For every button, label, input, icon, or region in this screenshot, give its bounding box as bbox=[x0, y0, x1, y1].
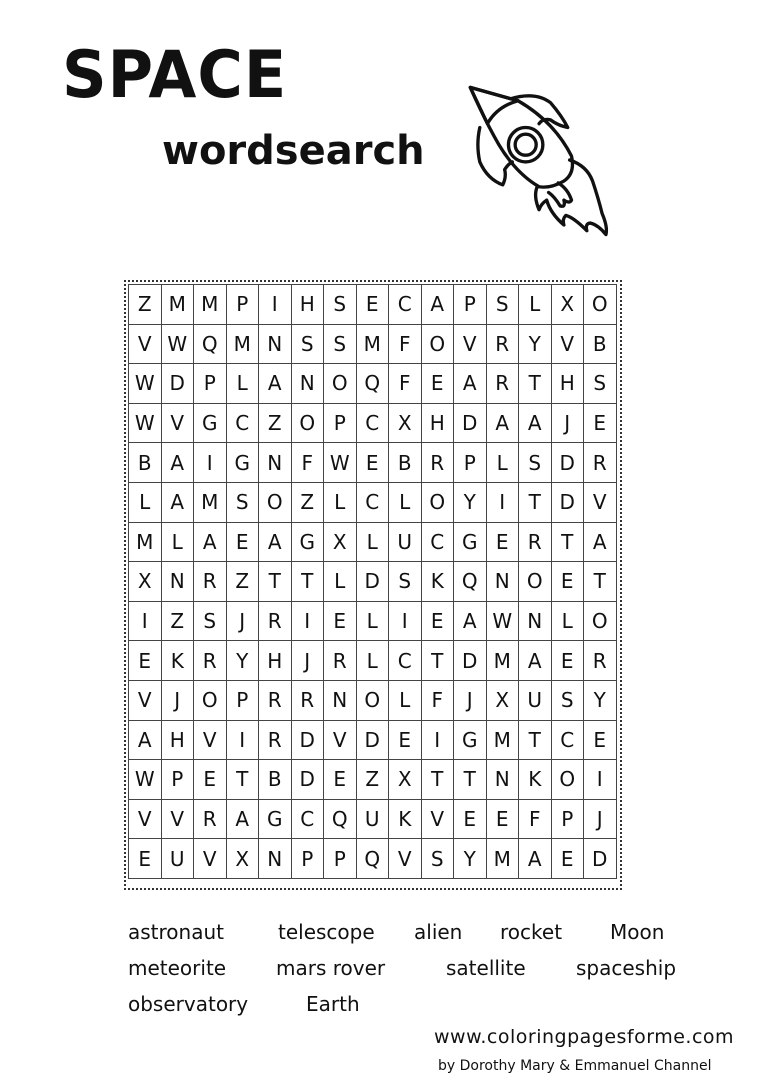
grid-cell[interactable]: A bbox=[584, 522, 617, 562]
grid-cell[interactable]: S bbox=[584, 364, 617, 404]
grid-cell[interactable]: C bbox=[389, 285, 422, 325]
grid-cell[interactable]: P bbox=[454, 285, 487, 325]
grid-cell[interactable]: C bbox=[291, 799, 324, 839]
grid-cell[interactable]: A bbox=[129, 720, 162, 760]
grid-row bbox=[129, 641, 617, 681]
grid-cell[interactable]: N bbox=[259, 324, 292, 364]
grid-cell[interactable]: L bbox=[519, 285, 552, 325]
grid-cell[interactable]: C bbox=[421, 522, 454, 562]
grid-cell[interactable]: U bbox=[519, 680, 552, 720]
grid-cell[interactable]: Z bbox=[226, 562, 259, 602]
grid-cell[interactable]: O bbox=[259, 482, 292, 522]
grid-cell[interactable]: B bbox=[584, 324, 617, 364]
grid-cell[interactable]: G bbox=[454, 720, 487, 760]
grid-cell[interactable]: T bbox=[291, 562, 324, 602]
page-subtitle: wordsearch bbox=[162, 128, 425, 174]
grid-cell[interactable]: W bbox=[129, 364, 162, 404]
grid-cell[interactable]: P bbox=[194, 364, 227, 404]
grid-cell[interactable]: A bbox=[259, 522, 292, 562]
grid-cell[interactable]: T bbox=[519, 720, 552, 760]
grid-cell[interactable]: H bbox=[291, 285, 324, 325]
grid-cell[interactable]: J bbox=[551, 403, 584, 443]
grid-cell[interactable]: G bbox=[454, 522, 487, 562]
grid-cell[interactable]: E bbox=[486, 522, 519, 562]
grid-cell[interactable]: W bbox=[486, 601, 519, 641]
grid-cell[interactable]: R bbox=[194, 799, 227, 839]
grid-cell[interactable]: H bbox=[259, 641, 292, 681]
grid-cell[interactable]: T bbox=[259, 562, 292, 602]
grid-cell[interactable]: Z bbox=[356, 760, 389, 800]
grid-cell[interactable]: P bbox=[324, 403, 357, 443]
grid-cell[interactable]: J bbox=[454, 680, 487, 720]
author-credit: by Dorothy Mary & Emmanuel Channel bbox=[438, 1058, 712, 1074]
grid-cell[interactable]: Y bbox=[519, 324, 552, 364]
grid-cell[interactable]: H bbox=[161, 720, 194, 760]
word-list-row bbox=[128, 992, 688, 1028]
grid-cell[interactable]: L bbox=[324, 482, 357, 522]
grid-cell[interactable]: I bbox=[584, 760, 617, 800]
grid-cell[interactable]: P bbox=[324, 839, 357, 879]
grid-cell[interactable]: M bbox=[356, 324, 389, 364]
grid-cell[interactable]: O bbox=[421, 482, 454, 522]
grid-cell[interactable]: S bbox=[324, 324, 357, 364]
grid-cell[interactable]: J bbox=[161, 680, 194, 720]
grid-cell[interactable]: O bbox=[194, 680, 227, 720]
grid-cell[interactable]: F bbox=[389, 364, 422, 404]
grid-cell[interactable]: V bbox=[551, 324, 584, 364]
grid-cell[interactable]: T bbox=[421, 760, 454, 800]
grid-cell[interactable]: X bbox=[389, 760, 422, 800]
rocket-icon bbox=[458, 74, 622, 246]
grid-row bbox=[129, 443, 617, 483]
grid-cell[interactable]: E bbox=[551, 562, 584, 602]
grid-cell[interactable]: B bbox=[389, 443, 422, 483]
grid-cell[interactable]: Y bbox=[454, 482, 487, 522]
grid-cell[interactable]: V bbox=[129, 324, 162, 364]
grid-cell[interactable]: I bbox=[259, 285, 292, 325]
grid-cell[interactable]: L bbox=[356, 601, 389, 641]
grid-cell[interactable]: N bbox=[486, 562, 519, 602]
grid-cell[interactable]: K bbox=[389, 799, 422, 839]
grid-row bbox=[129, 680, 617, 720]
page-title: SPACE bbox=[62, 36, 288, 113]
website-link[interactable]: www.coloringpagesforme.com bbox=[434, 1026, 735, 1048]
grid-cell[interactable]: L bbox=[356, 522, 389, 562]
grid-cell[interactable]: L bbox=[324, 562, 357, 602]
grid-cell[interactable]: R bbox=[486, 364, 519, 404]
grid-cell[interactable]: Q bbox=[454, 562, 487, 602]
grid-cell[interactable]: R bbox=[519, 522, 552, 562]
grid-cell[interactable]: W bbox=[129, 403, 162, 443]
grid-cell[interactable]: A bbox=[226, 799, 259, 839]
grid-cell[interactable]: Z bbox=[291, 482, 324, 522]
word-item: astronaut bbox=[128, 920, 224, 944]
grid-cell[interactable]: R bbox=[324, 641, 357, 681]
grid-cell[interactable]: M bbox=[194, 285, 227, 325]
grid-row bbox=[129, 403, 617, 443]
grid-cell[interactable]: N bbox=[486, 760, 519, 800]
word-item: alien bbox=[414, 920, 463, 944]
grid-row bbox=[129, 839, 617, 879]
grid-cell[interactable]: Q bbox=[324, 799, 357, 839]
grid-cell[interactable]: I bbox=[129, 601, 162, 641]
grid-cell[interactable]: E bbox=[486, 799, 519, 839]
grid-row bbox=[129, 285, 617, 325]
grid-cell[interactable]: R bbox=[584, 641, 617, 681]
grid-cell[interactable]: E bbox=[421, 601, 454, 641]
grid-cell[interactable]: S bbox=[324, 285, 357, 325]
grid-cell[interactable]: O bbox=[519, 562, 552, 602]
grid-cell[interactable]: T bbox=[519, 482, 552, 522]
grid-cell[interactable]: D bbox=[291, 760, 324, 800]
grid-cell[interactable]: U bbox=[161, 839, 194, 879]
grid-cell[interactable]: Z bbox=[161, 601, 194, 641]
grid-cell[interactable]: S bbox=[291, 324, 324, 364]
grid-cell[interactable]: E bbox=[356, 285, 389, 325]
grid-cell[interactable]: Y bbox=[454, 839, 487, 879]
grid-cell[interactable]: N bbox=[291, 364, 324, 404]
grid-cell[interactable]: E bbox=[356, 443, 389, 483]
grid-cell[interactable]: V bbox=[161, 403, 194, 443]
grid-cell[interactable]: S bbox=[519, 443, 552, 483]
grid-cell[interactable]: R bbox=[259, 601, 292, 641]
grid-cell[interactable]: S bbox=[421, 839, 454, 879]
wordsearch-grid-frame bbox=[124, 280, 622, 890]
grid-cell[interactable]: D bbox=[356, 720, 389, 760]
grid-cell[interactable]: M bbox=[194, 482, 227, 522]
grid-cell[interactable]: R bbox=[194, 641, 227, 681]
grid-cell[interactable]: J bbox=[584, 799, 617, 839]
grid-row bbox=[129, 799, 617, 839]
grid-cell[interactable]: Q bbox=[194, 324, 227, 364]
grid-cell[interactable]: E bbox=[584, 403, 617, 443]
grid-cell[interactable]: V bbox=[324, 720, 357, 760]
grid-cell[interactable]: I bbox=[291, 601, 324, 641]
grid-cell[interactable]: E bbox=[324, 601, 357, 641]
grid-cell[interactable]: L bbox=[389, 482, 422, 522]
grid-cell[interactable]: R bbox=[259, 680, 292, 720]
word-item: Earth bbox=[306, 992, 360, 1016]
word-item: telescope bbox=[278, 920, 375, 944]
grid-cell[interactable]: T bbox=[584, 562, 617, 602]
grid-cell[interactable]: L bbox=[161, 522, 194, 562]
word-item: satellite bbox=[446, 956, 526, 980]
grid-cell[interactable]: B bbox=[259, 760, 292, 800]
grid-cell[interactable]: Y bbox=[584, 680, 617, 720]
grid-cell[interactable]: Y bbox=[226, 641, 259, 681]
grid-cell[interactable]: S bbox=[486, 285, 519, 325]
grid-cell[interactable]: E bbox=[194, 760, 227, 800]
grid-cell[interactable]: L bbox=[129, 482, 162, 522]
grid-cell[interactable]: X bbox=[324, 522, 357, 562]
grid-cell[interactable]: G bbox=[291, 522, 324, 562]
grid-row bbox=[129, 522, 617, 562]
grid-cell[interactable]: N bbox=[259, 443, 292, 483]
grid-cell[interactable]: R bbox=[259, 720, 292, 760]
grid-cell[interactable]: I bbox=[421, 720, 454, 760]
grid-cell[interactable]: S bbox=[194, 601, 227, 641]
grid-cell[interactable]: E bbox=[551, 839, 584, 879]
grid-cell[interactable]: S bbox=[389, 562, 422, 602]
grid-cell[interactable]: M bbox=[486, 641, 519, 681]
grid-cell[interactable]: P bbox=[454, 443, 487, 483]
grid-cell[interactable]: K bbox=[421, 562, 454, 602]
grid-cell[interactable]: B bbox=[129, 443, 162, 483]
grid-row bbox=[129, 482, 617, 522]
grid-cell[interactable]: O bbox=[324, 364, 357, 404]
grid-cell[interactable]: E bbox=[129, 839, 162, 879]
grid-row bbox=[129, 562, 617, 602]
grid-cell[interactable]: D bbox=[356, 562, 389, 602]
word-item: spaceship bbox=[576, 956, 677, 980]
grid-cell[interactable]: Z bbox=[129, 285, 162, 325]
grid-cell[interactable]: E bbox=[551, 641, 584, 681]
grid-row bbox=[129, 324, 617, 364]
grid-cell[interactable]: V bbox=[194, 839, 227, 879]
grid-cell[interactable]: F bbox=[421, 680, 454, 720]
grid-cell[interactable]: E bbox=[129, 641, 162, 681]
grid-cell[interactable]: D bbox=[454, 641, 487, 681]
grid-cell[interactable]: O bbox=[291, 403, 324, 443]
grid-cell[interactable]: C bbox=[356, 482, 389, 522]
grid-cell[interactable]: I bbox=[486, 482, 519, 522]
grid-cell[interactable]: X bbox=[226, 839, 259, 879]
grid-cell[interactable]: D bbox=[454, 403, 487, 443]
grid-cell[interactable]: V bbox=[584, 482, 617, 522]
grid-cell[interactable]: E bbox=[389, 720, 422, 760]
grid-cell[interactable]: Q bbox=[356, 839, 389, 879]
grid-cell[interactable]: A bbox=[421, 285, 454, 325]
grid-cell[interactable]: A bbox=[161, 443, 194, 483]
grid-cell[interactable]: V bbox=[161, 799, 194, 839]
grid-cell[interactable]: K bbox=[161, 641, 194, 681]
grid-cell[interactable]: C bbox=[226, 403, 259, 443]
grid-cell[interactable]: V bbox=[454, 324, 487, 364]
grid-cell[interactable]: E bbox=[226, 522, 259, 562]
grid-cell[interactable]: X bbox=[486, 680, 519, 720]
grid-cell[interactable]: N bbox=[519, 601, 552, 641]
grid-cell[interactable]: P bbox=[161, 760, 194, 800]
grid-cell[interactable]: H bbox=[421, 403, 454, 443]
grid-cell[interactable]: U bbox=[389, 522, 422, 562]
grid-cell[interactable]: C bbox=[551, 720, 584, 760]
grid-cell[interactable]: R bbox=[421, 443, 454, 483]
grid-cell[interactable]: M bbox=[226, 324, 259, 364]
grid-cell[interactable]: P bbox=[551, 799, 584, 839]
grid-cell[interactable]: E bbox=[454, 799, 487, 839]
grid-cell[interactable]: V bbox=[129, 680, 162, 720]
grid-cell[interactable]: G bbox=[194, 403, 227, 443]
grid-cell[interactable]: N bbox=[161, 562, 194, 602]
grid-cell[interactable]: O bbox=[421, 324, 454, 364]
grid-cell[interactable]: X bbox=[551, 285, 584, 325]
grid-cell[interactable]: Q bbox=[356, 364, 389, 404]
word-item: rocket bbox=[500, 920, 563, 944]
grid-cell[interactable]: A bbox=[519, 839, 552, 879]
grid-cell[interactable]: P bbox=[226, 680, 259, 720]
grid-cell[interactable]: H bbox=[551, 364, 584, 404]
grid-cell[interactable]: L bbox=[226, 364, 259, 404]
grid-row bbox=[129, 601, 617, 641]
grid-cell[interactable]: S bbox=[551, 680, 584, 720]
grid-cell[interactable]: R bbox=[486, 324, 519, 364]
grid-cell[interactable]: C bbox=[389, 641, 422, 681]
grid-cell[interactable]: J bbox=[226, 601, 259, 641]
grid-cell[interactable]: O bbox=[584, 601, 617, 641]
grid-cell[interactable]: N bbox=[259, 839, 292, 879]
grid-cell[interactable]: L bbox=[551, 601, 584, 641]
grid-cell[interactable]: I bbox=[389, 601, 422, 641]
grid-cell[interactable]: F bbox=[519, 799, 552, 839]
word-item: observatory bbox=[128, 992, 249, 1016]
grid-cell[interactable]: R bbox=[584, 443, 617, 483]
grid-cell[interactable]: D bbox=[551, 482, 584, 522]
grid-cell[interactable]: C bbox=[356, 403, 389, 443]
grid-cell[interactable]: G bbox=[226, 443, 259, 483]
grid-cell[interactable]: R bbox=[291, 680, 324, 720]
wordsearch-grid bbox=[128, 284, 617, 879]
grid-cell[interactable]: F bbox=[389, 324, 422, 364]
grid-cell[interactable]: L bbox=[389, 680, 422, 720]
grid-cell[interactable]: T bbox=[551, 522, 584, 562]
grid-cell[interactable]: Z bbox=[259, 403, 292, 443]
grid-cell[interactable]: W bbox=[161, 324, 194, 364]
grid-cell[interactable]: I bbox=[226, 720, 259, 760]
grid-row bbox=[129, 760, 617, 800]
grid-cell[interactable]: D bbox=[584, 839, 617, 879]
grid-cell[interactable]: L bbox=[356, 641, 389, 681]
grid-cell[interactable]: A bbox=[454, 364, 487, 404]
grid-cell[interactable]: D bbox=[291, 720, 324, 760]
grid-cell[interactable]: M bbox=[129, 522, 162, 562]
word-list-row bbox=[128, 920, 688, 956]
grid-cell[interactable]: M bbox=[161, 285, 194, 325]
word-item: mars rover bbox=[276, 956, 386, 980]
grid-cell[interactable]: O bbox=[356, 680, 389, 720]
grid-cell[interactable]: O bbox=[551, 760, 584, 800]
grid-cell[interactable]: E bbox=[421, 364, 454, 404]
grid-cell[interactable]: E bbox=[584, 720, 617, 760]
grid-cell[interactable]: A bbox=[454, 601, 487, 641]
word-list-row bbox=[128, 956, 688, 992]
grid-cell[interactable]: M bbox=[486, 839, 519, 879]
grid-cell[interactable]: O bbox=[584, 285, 617, 325]
grid-cell[interactable]: U bbox=[356, 799, 389, 839]
grid-cell[interactable]: A bbox=[519, 641, 552, 681]
grid-cell[interactable]: A bbox=[486, 403, 519, 443]
grid-cell[interactable]: P bbox=[291, 839, 324, 879]
grid-cell[interactable]: A bbox=[161, 482, 194, 522]
grid-cell[interactable]: V bbox=[129, 799, 162, 839]
grid-cell[interactable]: D bbox=[161, 364, 194, 404]
grid-cell[interactable]: T bbox=[421, 641, 454, 681]
word-item: Moon bbox=[610, 920, 665, 944]
grid-cell[interactable]: X bbox=[389, 403, 422, 443]
grid-cell[interactable]: D bbox=[551, 443, 584, 483]
grid-cell[interactable]: K bbox=[519, 760, 552, 800]
grid-cell[interactable]: M bbox=[486, 720, 519, 760]
grid-cell[interactable]: A bbox=[519, 403, 552, 443]
word-item: meteorite bbox=[128, 956, 227, 980]
grid-row bbox=[129, 720, 617, 760]
grid-cell[interactable]: E bbox=[324, 760, 357, 800]
grid-cell[interactable]: X bbox=[129, 562, 162, 602]
grid-cell[interactable]: W bbox=[129, 760, 162, 800]
grid-cell[interactable]: A bbox=[259, 364, 292, 404]
word-list bbox=[128, 920, 688, 1028]
grid-cell[interactable]: F bbox=[291, 443, 324, 483]
grid-cell[interactable]: V bbox=[194, 720, 227, 760]
grid-cell[interactable]: T bbox=[226, 760, 259, 800]
grid-cell[interactable]: J bbox=[291, 641, 324, 681]
grid-cell[interactable]: R bbox=[194, 562, 227, 602]
grid-cell[interactable]: L bbox=[486, 443, 519, 483]
grid-cell[interactable]: N bbox=[324, 680, 357, 720]
grid-cell[interactable]: A bbox=[194, 522, 227, 562]
grid-cell[interactable]: G bbox=[259, 799, 292, 839]
grid-cell[interactable]: T bbox=[454, 760, 487, 800]
grid-cell[interactable]: V bbox=[389, 839, 422, 879]
grid-cell[interactable]: W bbox=[324, 443, 357, 483]
grid-cell[interactable]: I bbox=[194, 443, 227, 483]
grid-cell[interactable]: P bbox=[226, 285, 259, 325]
grid-cell[interactable]: V bbox=[421, 799, 454, 839]
grid-cell[interactable]: T bbox=[519, 364, 552, 404]
grid-cell[interactable]: S bbox=[226, 482, 259, 522]
grid-row bbox=[129, 364, 617, 404]
